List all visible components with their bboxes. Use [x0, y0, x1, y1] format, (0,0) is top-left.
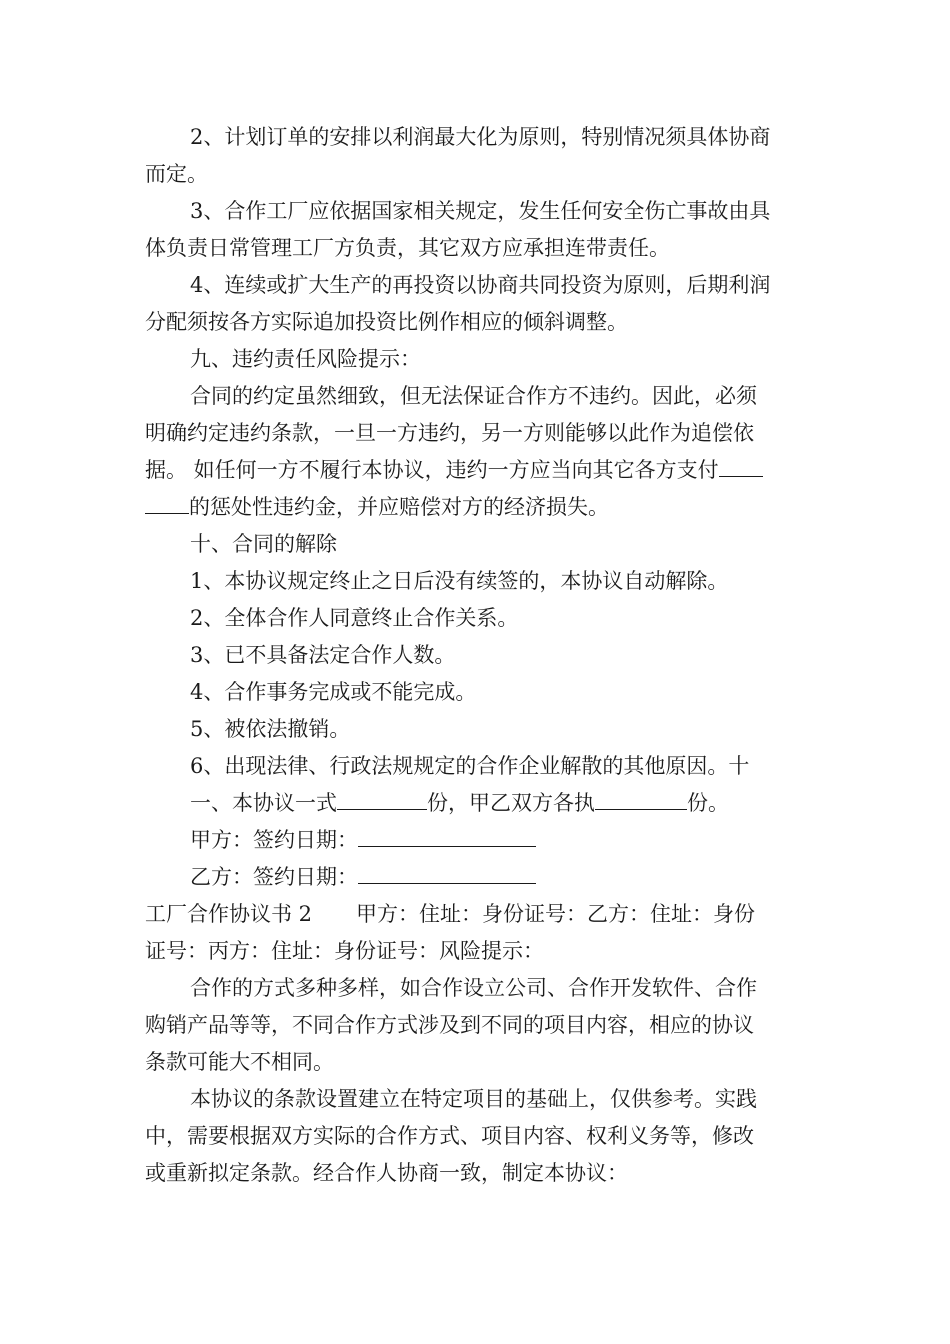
document-page — [145, 119, 807, 1192]
paragraph-line: 6、出现法律、行政法规规定的合作企业解散的其他原因。十 — [190, 754, 750, 778]
blank-field — [595, 787, 687, 810]
month-blank — [448, 824, 492, 847]
signature-line-party-a — [145, 822, 807, 859]
paragraph-line — [145, 452, 807, 489]
paragraph-line: 条款可能大不相同。 — [145, 1050, 334, 1074]
paragraph-line: 明确约定违约条款，一旦一方违约，另一方则能够以此作为追偿依 — [145, 421, 754, 445]
paragraph-line: 2、计划订单的安排以利润最大化为原则，特别情况须具体协商 — [190, 125, 771, 149]
blank-field — [719, 454, 763, 477]
paragraph-line: 购销产品等等，不同合作方式涉及到不同的项目内容，相应的协议 — [145, 1013, 754, 1037]
month-blank — [448, 861, 492, 884]
paragraph-line: 而定。 — [145, 162, 208, 186]
paragraph-line — [145, 896, 807, 933]
paragraph-line: 1、本协议规定终止之日后没有续签的，本协议自动解除。 — [190, 569, 729, 593]
paragraph-line: 或重新拟定条款。经合作人协商一致，制定本协议： — [145, 1161, 628, 1185]
paragraph-line — [145, 489, 807, 526]
paragraph-line — [145, 785, 807, 822]
paragraph-text: 份。 — [687, 791, 729, 815]
paragraph-text: 的惩处性违约金，并应赔偿对方的经济损失。 — [189, 495, 609, 519]
paragraph-line: 3、合作工厂应依据国家相关规定，发生任何安全伤亡事故由具 — [190, 199, 771, 223]
paragraph-line: 中，需要根据双方实际的合作方式、项目内容、权利义务等，修改 — [145, 1124, 754, 1148]
signature-line-party-b — [145, 859, 807, 896]
document-title-2: 工厂合作协议书 2 — [145, 902, 313, 926]
paragraph-line: 3、已不具备法定合作人数。 — [190, 643, 456, 667]
section-heading: 九、违约责任风险提示： — [190, 347, 421, 371]
day-blank — [492, 861, 536, 884]
paragraph-text: 甲方：住址：身份证号：乙方：住址：身份 — [356, 902, 756, 926]
section-heading: 十、合同的解除 — [190, 532, 337, 556]
blank-field — [145, 491, 189, 514]
paragraph-line: 证号：丙方：住址：身份证号：风险提示： — [145, 939, 544, 963]
paragraph-line: 4、合作事务完成或不能完成。 — [190, 680, 477, 704]
day-blank — [492, 824, 536, 847]
paragraph-line: 体负责日常管理工厂方负责，其它双方应承担连带责任。 — [145, 236, 670, 260]
paragraph-text: 一、本协议一式 — [190, 791, 337, 815]
paragraph-line: 4、连续或扩大生产的再投资以协商共同投资为原则，后期利润 — [190, 273, 771, 297]
year-blank — [358, 824, 448, 847]
paragraph-text: 据。 如任何一方不履行本协议，违约一方应当向其它各方支付 — [145, 458, 719, 482]
blank-field — [337, 787, 427, 810]
paragraph-line: 合作的方式多种多样，如合作设立公司、合作开发软件、合作 — [190, 976, 757, 1000]
paragraph-text: 份，甲乙双方各执 — [427, 791, 595, 815]
party-b-label: 乙方：签约日期： — [190, 865, 358, 889]
paragraph-line: 5、被依法撤销。 — [190, 717, 351, 741]
paragraph-line: 合同的约定虽然细致，但无法保证合作方不违约。因此，必须 — [190, 384, 757, 408]
paragraph-line: 本协议的条款设置建立在特定项目的基础上，仅供参考。实践 — [190, 1087, 757, 1111]
party-a-label: 甲方：签约日期： — [190, 828, 358, 852]
paragraph-line: 分配须按各方实际追加投资比例作相应的倾斜调整。 — [145, 310, 628, 334]
paragraph-line: 2、全体合作人同意终止合作关系。 — [190, 606, 519, 630]
year-blank — [358, 861, 448, 884]
